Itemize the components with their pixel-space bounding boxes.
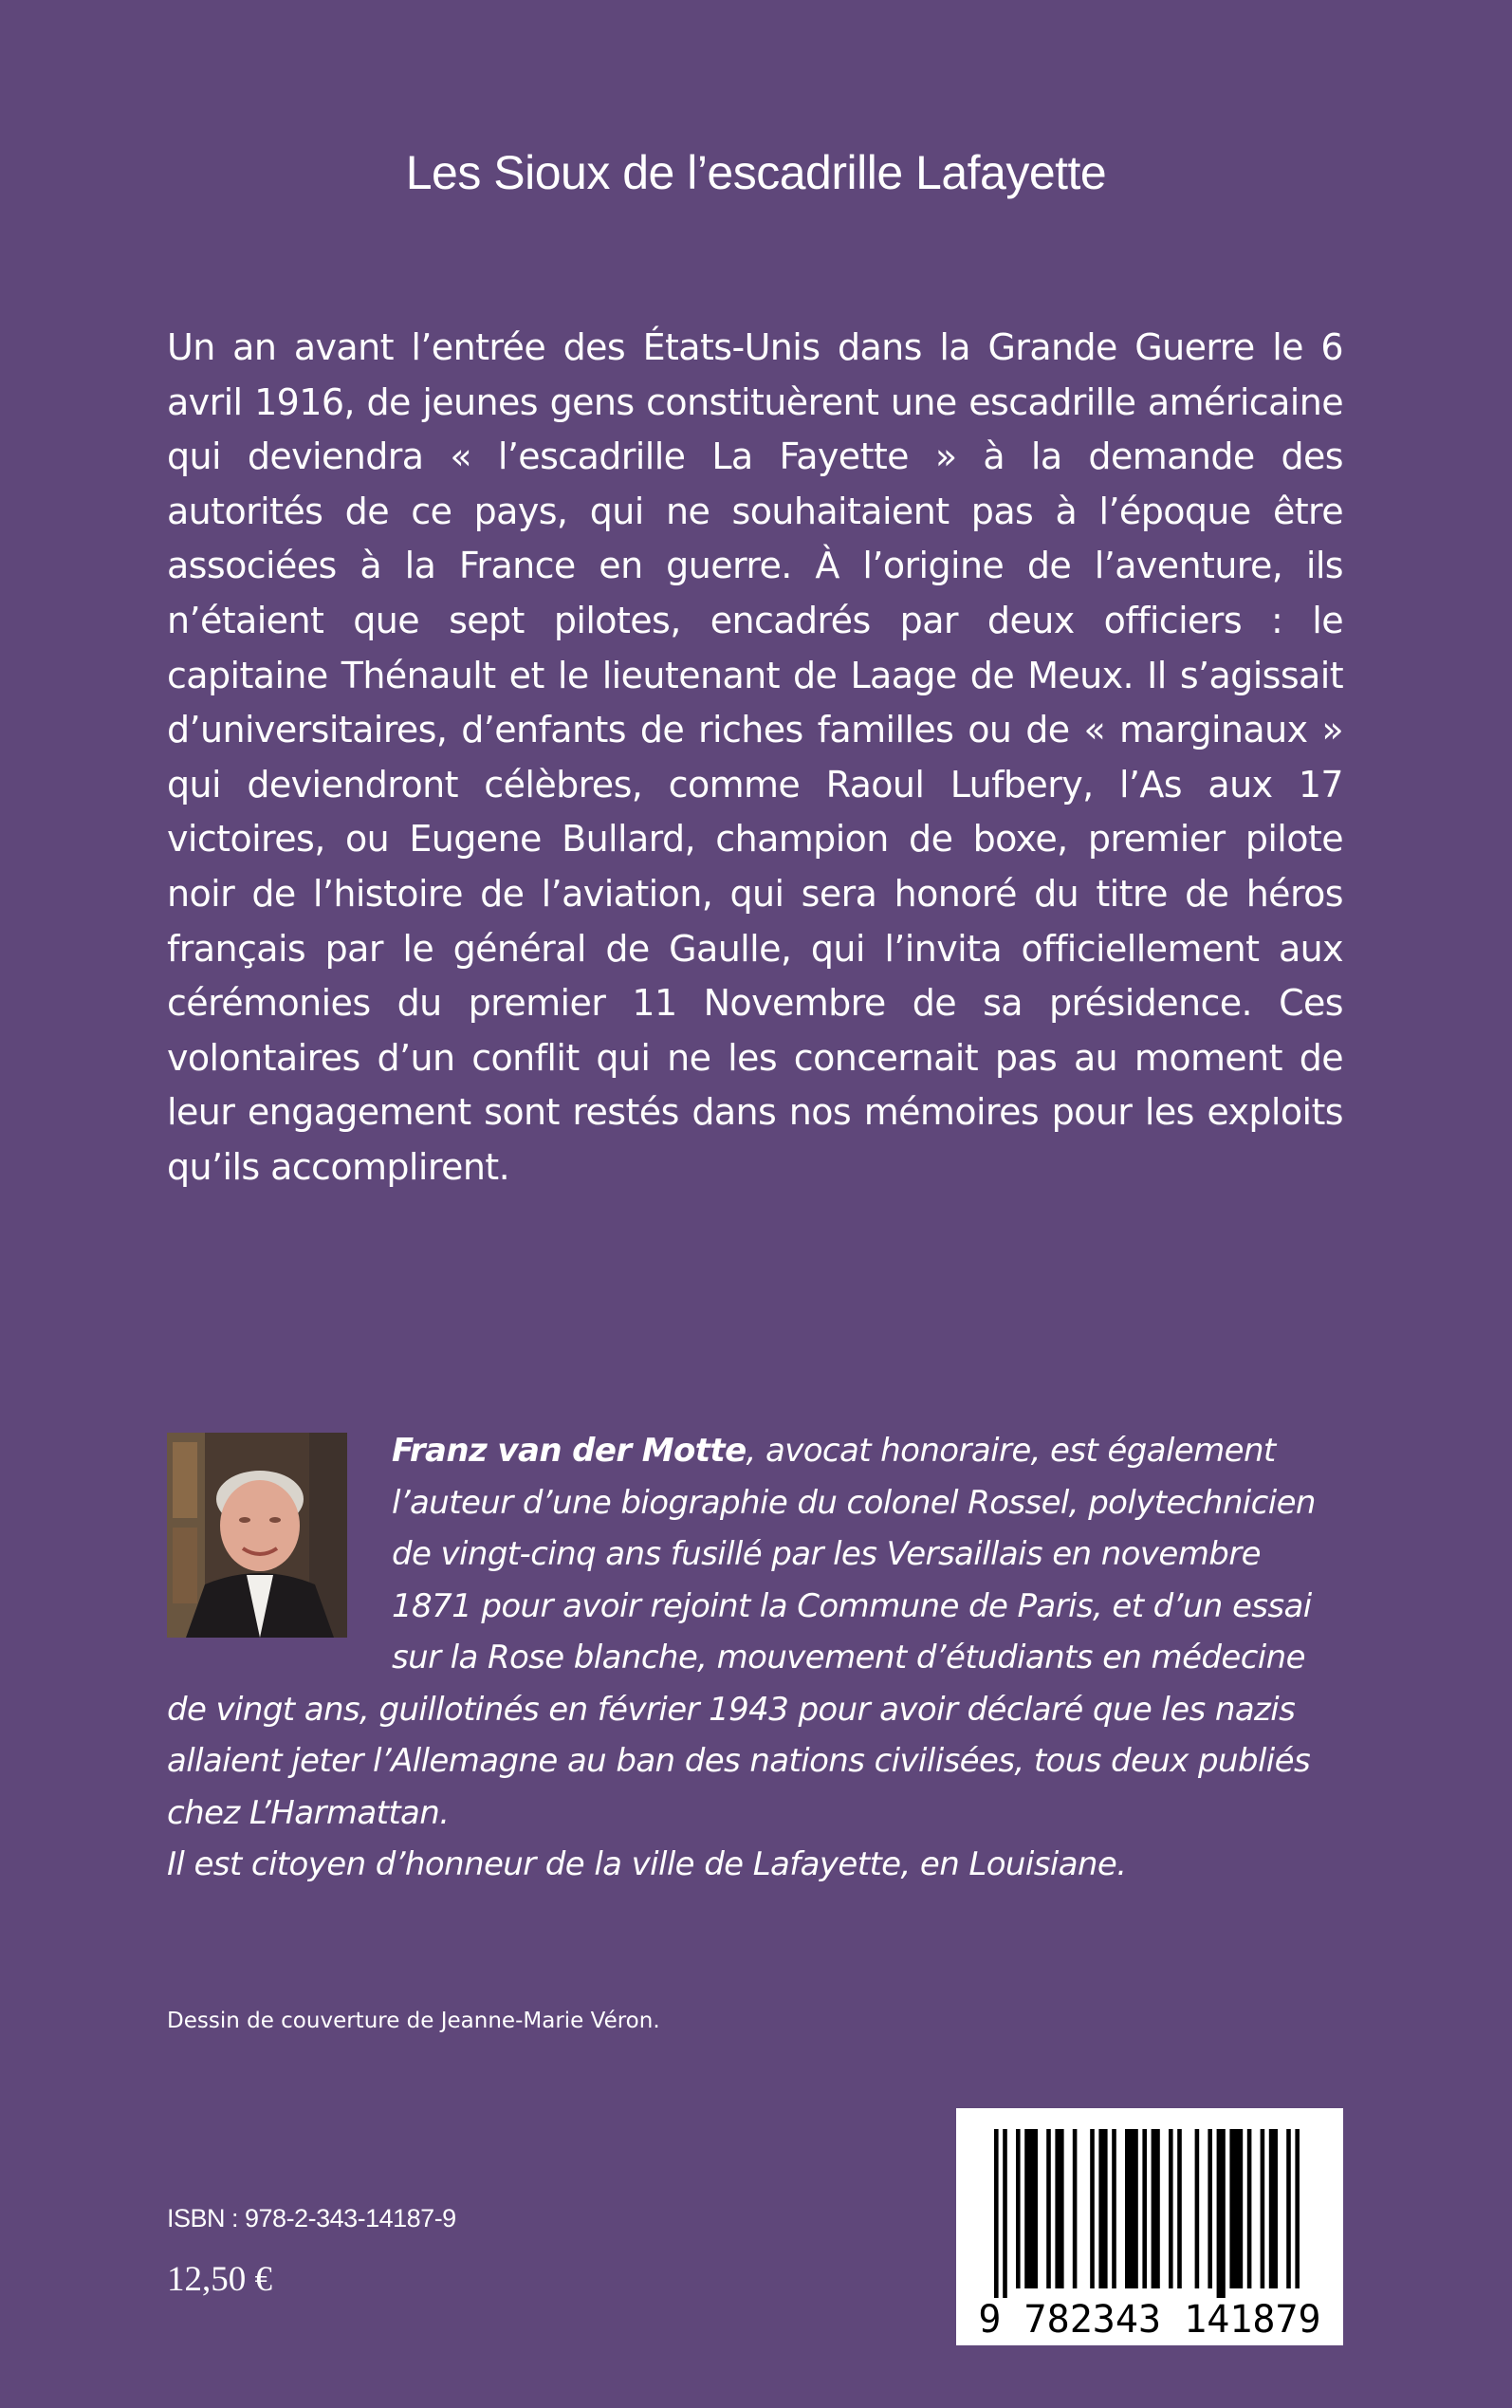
- barcode-bar: [1217, 2129, 1226, 2298]
- author-bio: [167, 1425, 1345, 1891]
- barcode-bar: [1024, 2129, 1038, 2288]
- barcode-bar: [1169, 2129, 1173, 2288]
- barcode-bar: [1177, 2129, 1182, 2288]
- barcode-bar: [994, 2129, 999, 2298]
- barcode-bar: [1055, 2129, 1063, 2288]
- isbn: ISBN : 978-2-343-14187-9: [167, 2204, 456, 2232]
- barcode-bar: [1142, 2129, 1147, 2288]
- synopsis-text: Un an avant l’entrée des États-Unis dans la Grande Guerre le 6 avril 1916, de jeunes gens constituèrent une escadrille américaine qui deviendra « l’escadrille La Fayette » à la demande des autorités de ce pays, qui ne souhaitaient pas à l’époque être associées à la France en guerre. À l’origine de l’aventure, ils n’étaient que sept pilotes, encadrés par deux officiers : le capitaine Thénault et le lieutenant de Laage de Meux. Il s’agissait d’universitaires, d’enfants de riches familles ou de « marginaux » qui deviendront célèbres, comme Raoul Lufbery, l’As aux 17 victoires, ou Eugene Bullard, champion de boxe, premier pilote noir de l’histoire de l’aviation, qui sera honoré du titre de héros français par le général de Gaulle, qui l’invita officiellement aux cérémonies du premier 11 Novembre de sa présidence. Ces volontaires d’un conflit qui ne les concernait pas au moment de leur engagement sont restés dans nos mémoires pour les exploits qu’ils accomplirent.: [167, 326, 1343, 1188]
- barcode-bar: [1016, 2129, 1021, 2288]
- barcode-bar: [1125, 2129, 1138, 2288]
- barcode-bar: [1295, 2129, 1300, 2288]
- photo-spacer: [167, 1425, 392, 1643]
- author-bio-text: , avocat honoraire, est également l’auteur d’une biographie du colonel Rossel, polytechnicien de vingt-cinq ans fusillé par les Versaillais en novembre 1871 pour avoir rejoint la Commune de Paris, et d’un essai sur la Rose blanche, mouvement d’étudiants en médecine de vingt ans, guillotinés en février 1943 pour avoir déclaré que les nazis allaient jeter l’Allemagne au ban des nations civilisées, tous deux publiés chez L’Harmattan.: [167, 1432, 1316, 1832]
- barcode-bar: [1073, 2129, 1078, 2288]
- barcode-graphic: [956, 2108, 1343, 2345]
- barcode-bar: [1003, 2129, 1007, 2298]
- barcode-number: 9 782343 141879: [978, 2298, 1321, 2342]
- barcode-bar: [1286, 2129, 1291, 2288]
- author-name: Franz van der Motte: [392, 1432, 747, 1470]
- barcode-bar: [1229, 2129, 1243, 2288]
- barcode-bar: [1269, 2129, 1278, 2288]
- barcode-bar: [1247, 2129, 1252, 2288]
- book-title: Les Sioux de l’escadrille Lafayette: [405, 146, 1107, 199]
- barcode-bar: [1261, 2129, 1265, 2288]
- barcode-bar: [1195, 2129, 1200, 2288]
- barcode-bar: [1046, 2129, 1051, 2288]
- barcode-bar: [1112, 2129, 1116, 2288]
- barcode: [956, 2108, 1343, 2345]
- author-bio-last-line: Il est citoyen d’honneur de la ville de Lafayette, en Louisiane.: [167, 1845, 1127, 1883]
- cover-credit: Dessin de couverture de Jeanne-Marie Véron.: [167, 2009, 660, 2033]
- barcode-bar: [1098, 2129, 1107, 2288]
- barcode-bar: [1208, 2129, 1212, 2288]
- price: 12,50 €: [167, 2260, 272, 2299]
- barcode-bar: [1090, 2129, 1095, 2288]
- barcode-bar: [1152, 2129, 1160, 2288]
